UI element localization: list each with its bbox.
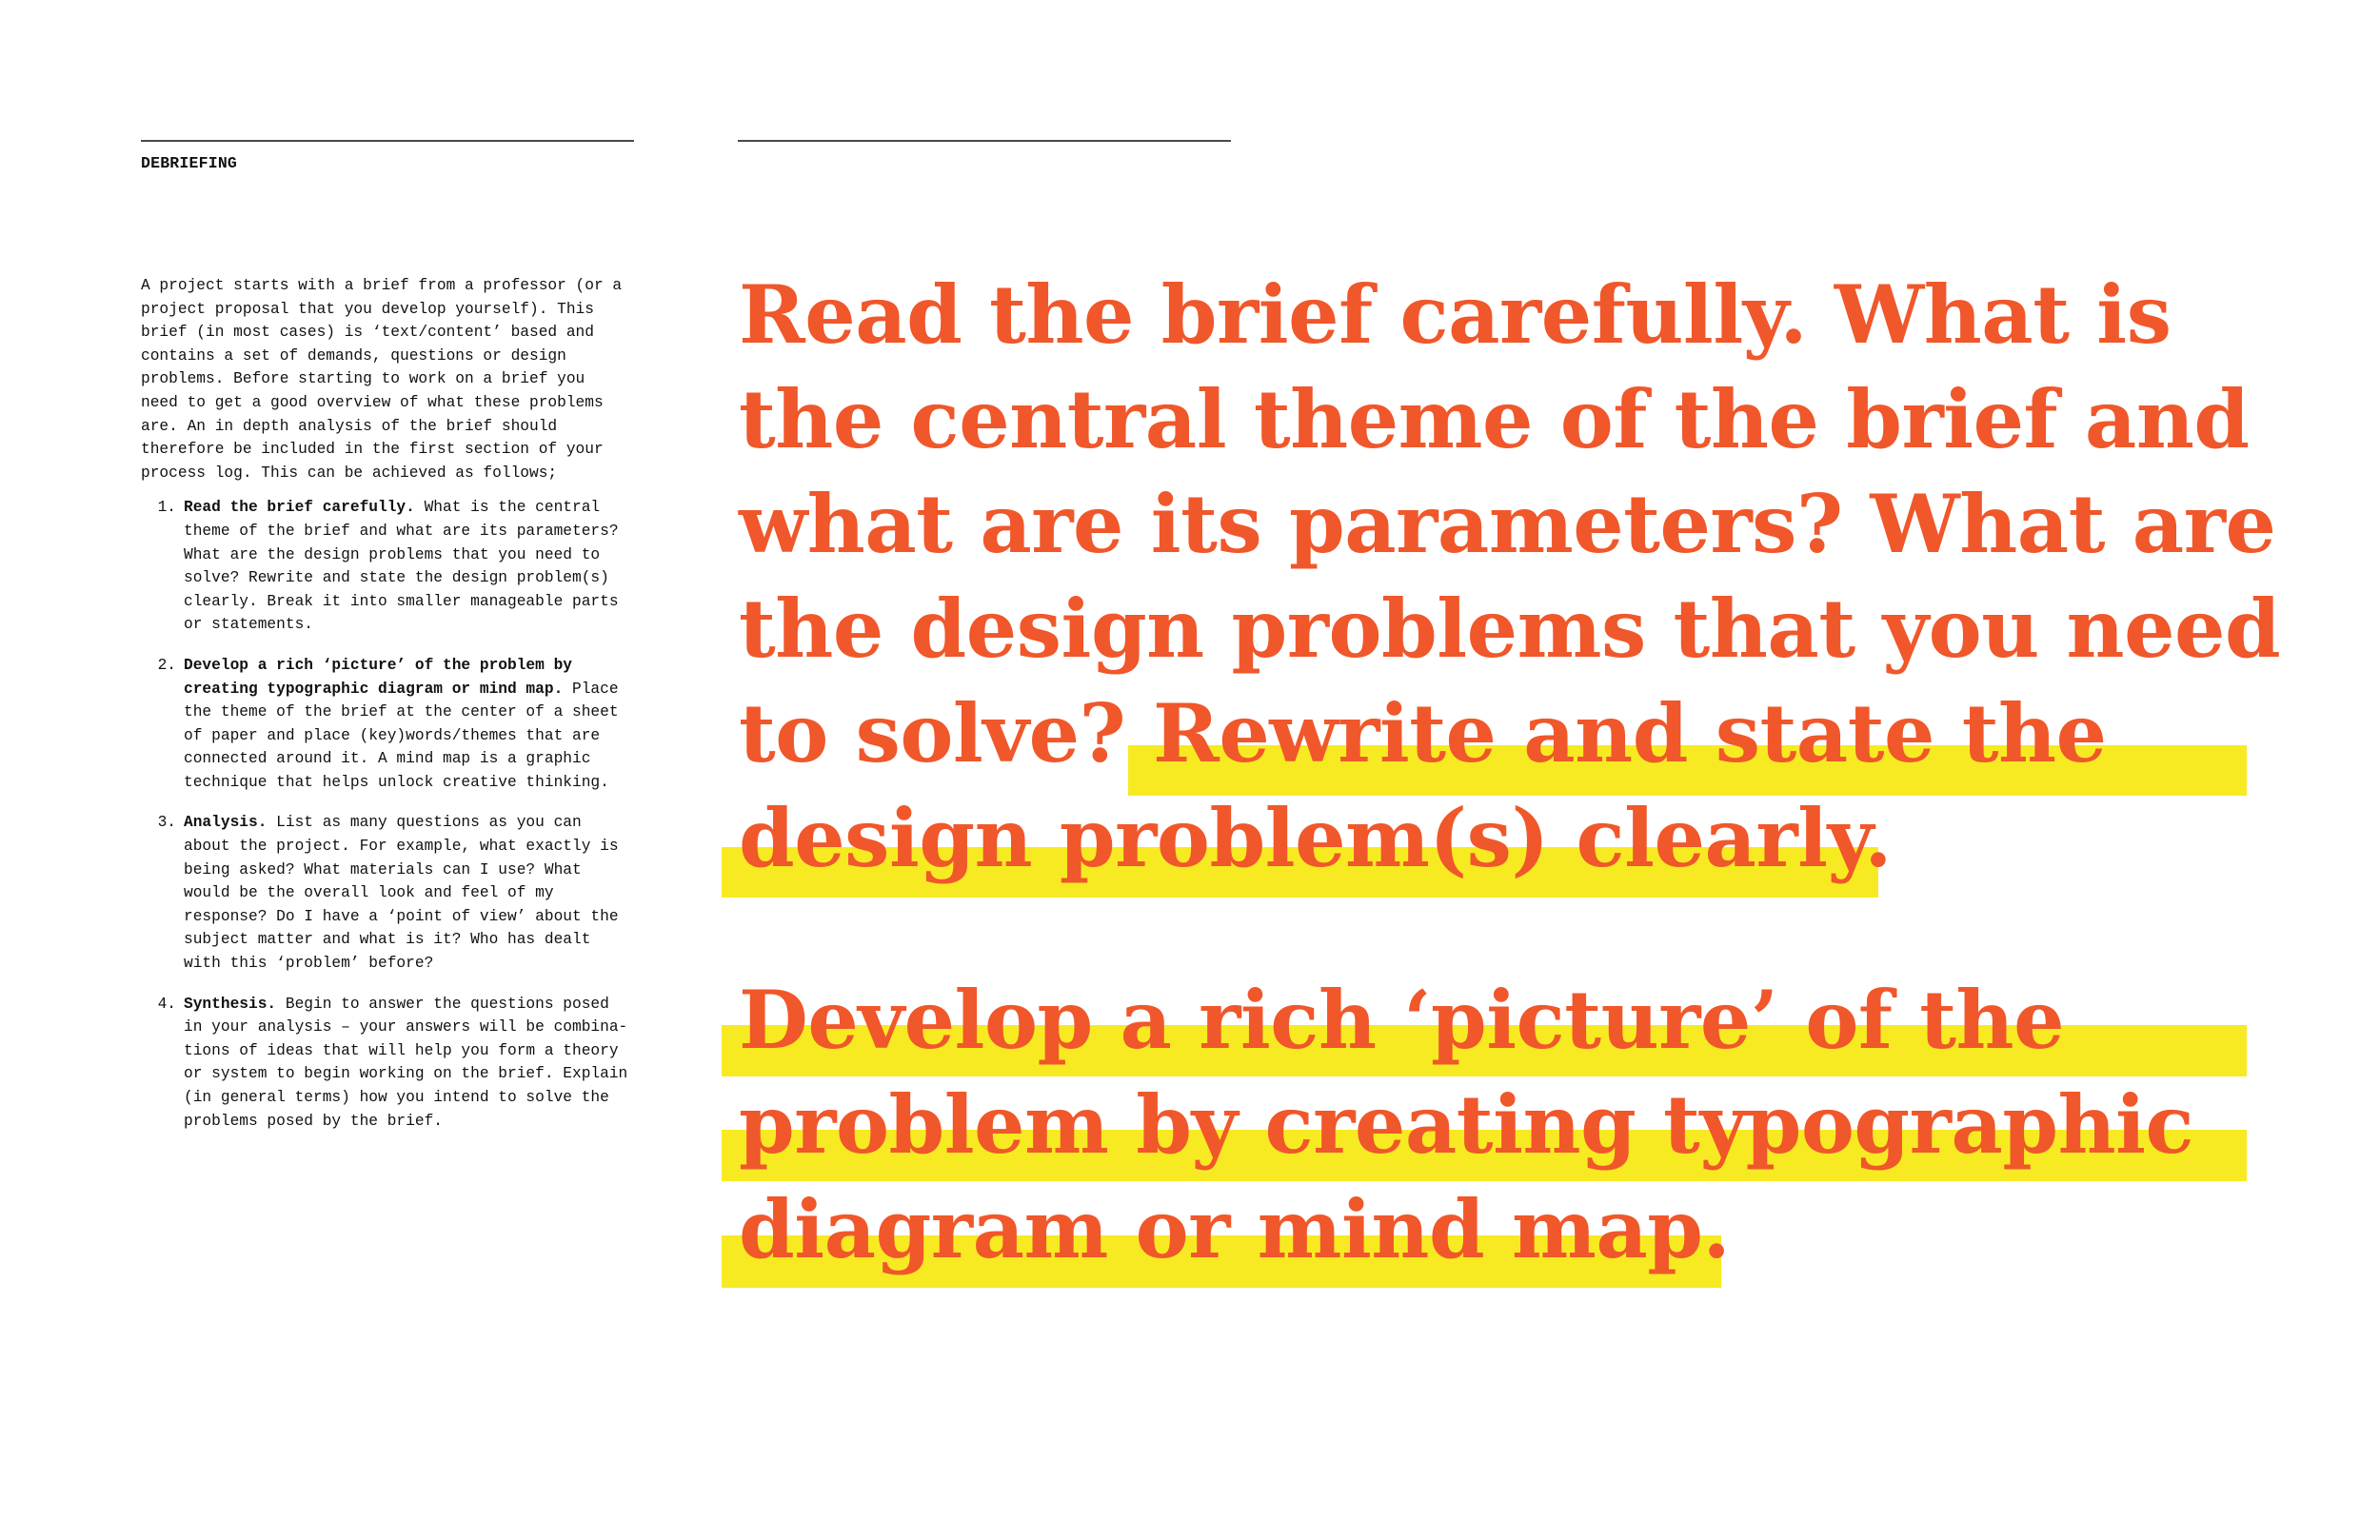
step-number: 1 . [141, 496, 176, 637]
step-text: Begin to answer the questions posed in your analysis – your answers will be combina- tions of ideas that will help you form a theory or system to begin working on the brief. Explain (in general terms) how you intend to solve the problems posed by the brief. [184, 995, 628, 1130]
step-body [176, 993, 641, 1134]
highlighted-text: design problem(s) clearly. [739, 791, 1892, 885]
step-body [176, 496, 641, 637]
list-item [141, 654, 641, 795]
headline-line: what are its parameters? What are [739, 477, 2276, 571]
list-item [141, 811, 641, 975]
step-lead: Synthesis. [184, 995, 277, 1013]
headline-line [739, 968, 2262, 1073]
list-item [141, 496, 641, 637]
highlighted-text: diagram or mind map. [739, 1182, 1731, 1276]
highlighted-text: Rewrite and state the [1153, 686, 2107, 780]
intro-paragraph: A project starts with a brief from a professor (or a project proposal that you develop yourself). This brief (in most cases) is ‘text/content’ based and contains a set of demands, questions or design problems. Before starting to work on a brief you need to get a good overview of what these problems are. An in depth analysis of the brief should therefore be included in the first section of your process log. This can be achieved as follows; [141, 277, 623, 482]
section-title: DEBRIEFING [141, 154, 238, 172]
step-lead: Read the brief carefully. [184, 499, 415, 517]
body-text-column [141, 274, 641, 1150]
step-lead: Develop a rich ‘picture’ of the problem by creating typographic diagram or mind map. [184, 656, 572, 698]
highlighted-text: problem by creating typographic [739, 1077, 2194, 1172]
step-text: Place the theme of the brief at the center of a sheet of paper and place (key)words/themes that are connected around it. A mind map is a graphic technique that helps unlock creative thinking. [184, 680, 619, 791]
headline-plain-text: to solve? [739, 686, 1154, 780]
headline-line [739, 1073, 2262, 1177]
highlighted-text: Develop a rich ‘picture’ of the [739, 973, 2065, 1067]
step-lead: Analysis. [184, 814, 268, 832]
headline-read-brief [739, 263, 2281, 891]
list-item [141, 993, 641, 1134]
headline-line: Read the brief carefully. What is [739, 267, 2172, 362]
headline-line [739, 681, 2262, 786]
steps-list [141, 496, 641, 1133]
step-number: 3 . [141, 811, 176, 975]
step-text: List as many questions as you can about the project. For example, what exactly is being asked? What materials can I use? What would be the overall look and feel of my response? Do I have a ‘point of view’ about the subject matter and what is it? Who has dealt with this ‘problem’ before? [184, 814, 619, 973]
headline-rich-picture [739, 968, 2262, 1282]
headline-line: the design problems that you need [739, 582, 2281, 676]
headline-line [739, 1177, 2262, 1282]
left-column-rule [141, 140, 634, 142]
headline-line [739, 786, 2262, 891]
step-body [176, 654, 641, 795]
step-number: 2 . [141, 654, 176, 795]
right-column-rule [738, 140, 1231, 142]
step-text: What is the central theme of the brief and what are its parameters? What are the design problems that you need to solve? Rewrite and state the design problem(s) clearly. Break it into smaller manageable parts or statements. [184, 499, 619, 634]
headline-line: the central theme of the brief and [739, 372, 2250, 466]
step-number: 4 . [141, 993, 176, 1134]
step-body [176, 811, 641, 975]
